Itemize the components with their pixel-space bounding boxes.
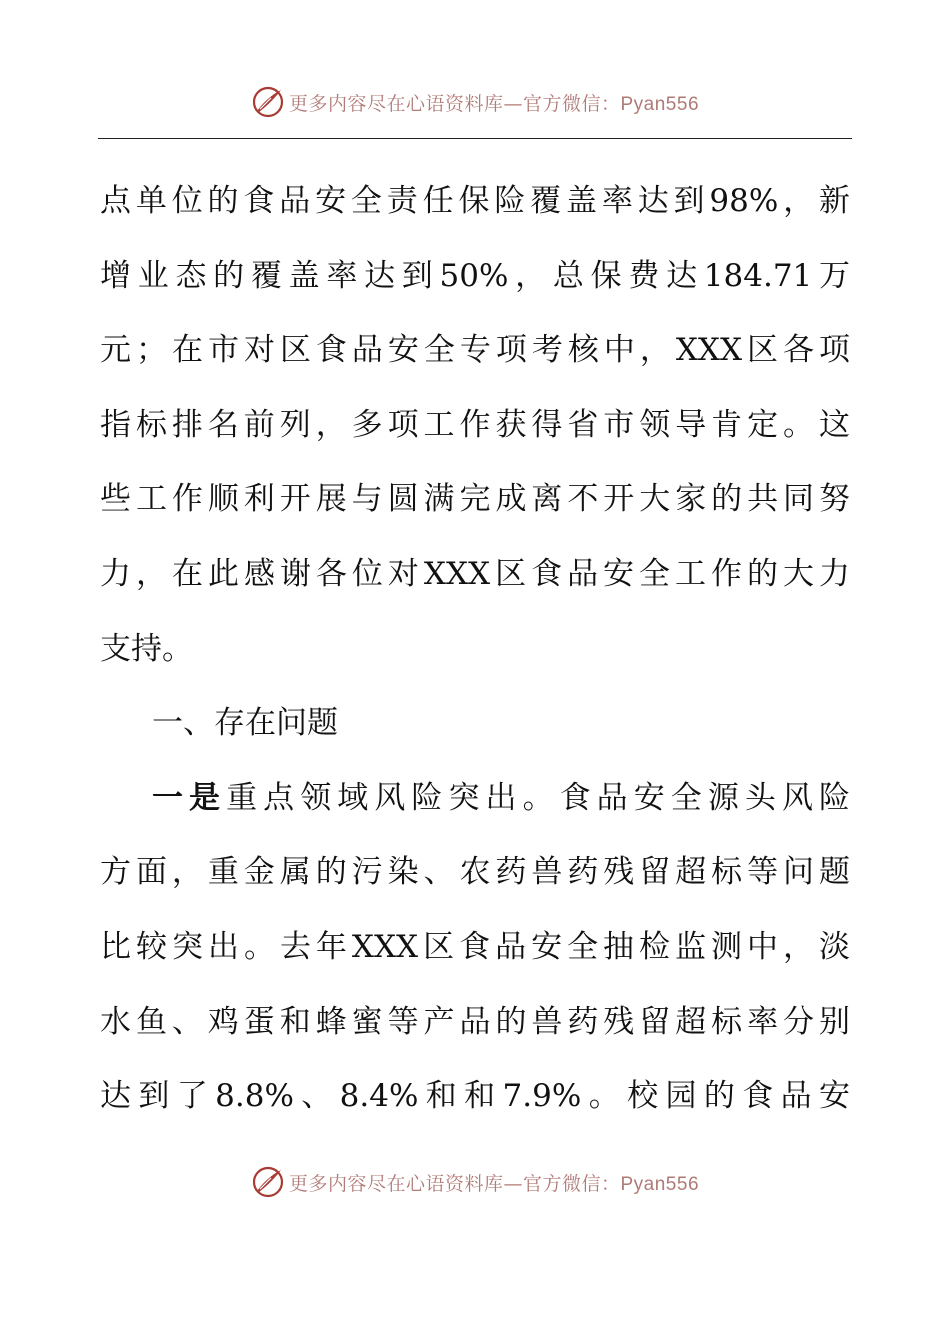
body-line: 力，在此感谢各位对XXX区食品安全工作的大力 — [100, 555, 850, 592]
body-line: 方面，重金属的污染、农药兽药残留超标等问题 — [100, 854, 850, 891]
section-heading: 一、存在问题 — [152, 705, 338, 742]
footer-wechat-id: Pyan556 — [620, 1173, 700, 1195]
body-line: 达到了8.8%、8.4%和和7.9%。校园的食品安 — [100, 1078, 850, 1115]
body-line: 水鱼、鸡蛋和蜂蜜等产品的兽药残留超标率分别 — [100, 1003, 850, 1040]
body-line: 点单位的食品安全责任保险覆盖率达到98%，新 — [100, 183, 850, 219]
header-divider — [98, 138, 852, 139]
body-line: 指标排名前列，多项工作获得省市领导肯定。这 — [100, 406, 850, 443]
quill-logo-icon — [251, 85, 285, 119]
header-wechat-id: Pyan556 — [620, 93, 700, 115]
body-line: 增业态的覆盖率达到50%，总保费达184.71万 — [100, 257, 850, 294]
header-banner — [0, 82, 950, 122]
paragraph-first-line — [100, 761, 850, 836]
document-body — [100, 164, 850, 1134]
paragraph-lead: 一是 — [152, 779, 227, 816]
footer-banner-text: 更多内容尽在心语资料库—官方微信：Pyan556 — [288, 1172, 700, 1195]
body-line: 些工作顺利开展与圆满完成离不开大家的共同努 — [100, 481, 850, 518]
paragraph-first-rest: 重点领域风险突出。食品安全源头风险 — [226, 779, 850, 816]
header-banner-text: 更多内容尽在心语资料库—官方微信：Pyan556 — [288, 92, 700, 115]
body-line: 支持。 — [100, 630, 193, 667]
body-line: 比较突出。去年XXX区食品安全抽检监测中，淡 — [100, 928, 850, 965]
quill-logo-icon — [251, 1165, 285, 1199]
body-line: 元；在市对区食品安全专项考核中，XXX区各项 — [100, 332, 850, 369]
footer-banner — [0, 1162, 950, 1202]
